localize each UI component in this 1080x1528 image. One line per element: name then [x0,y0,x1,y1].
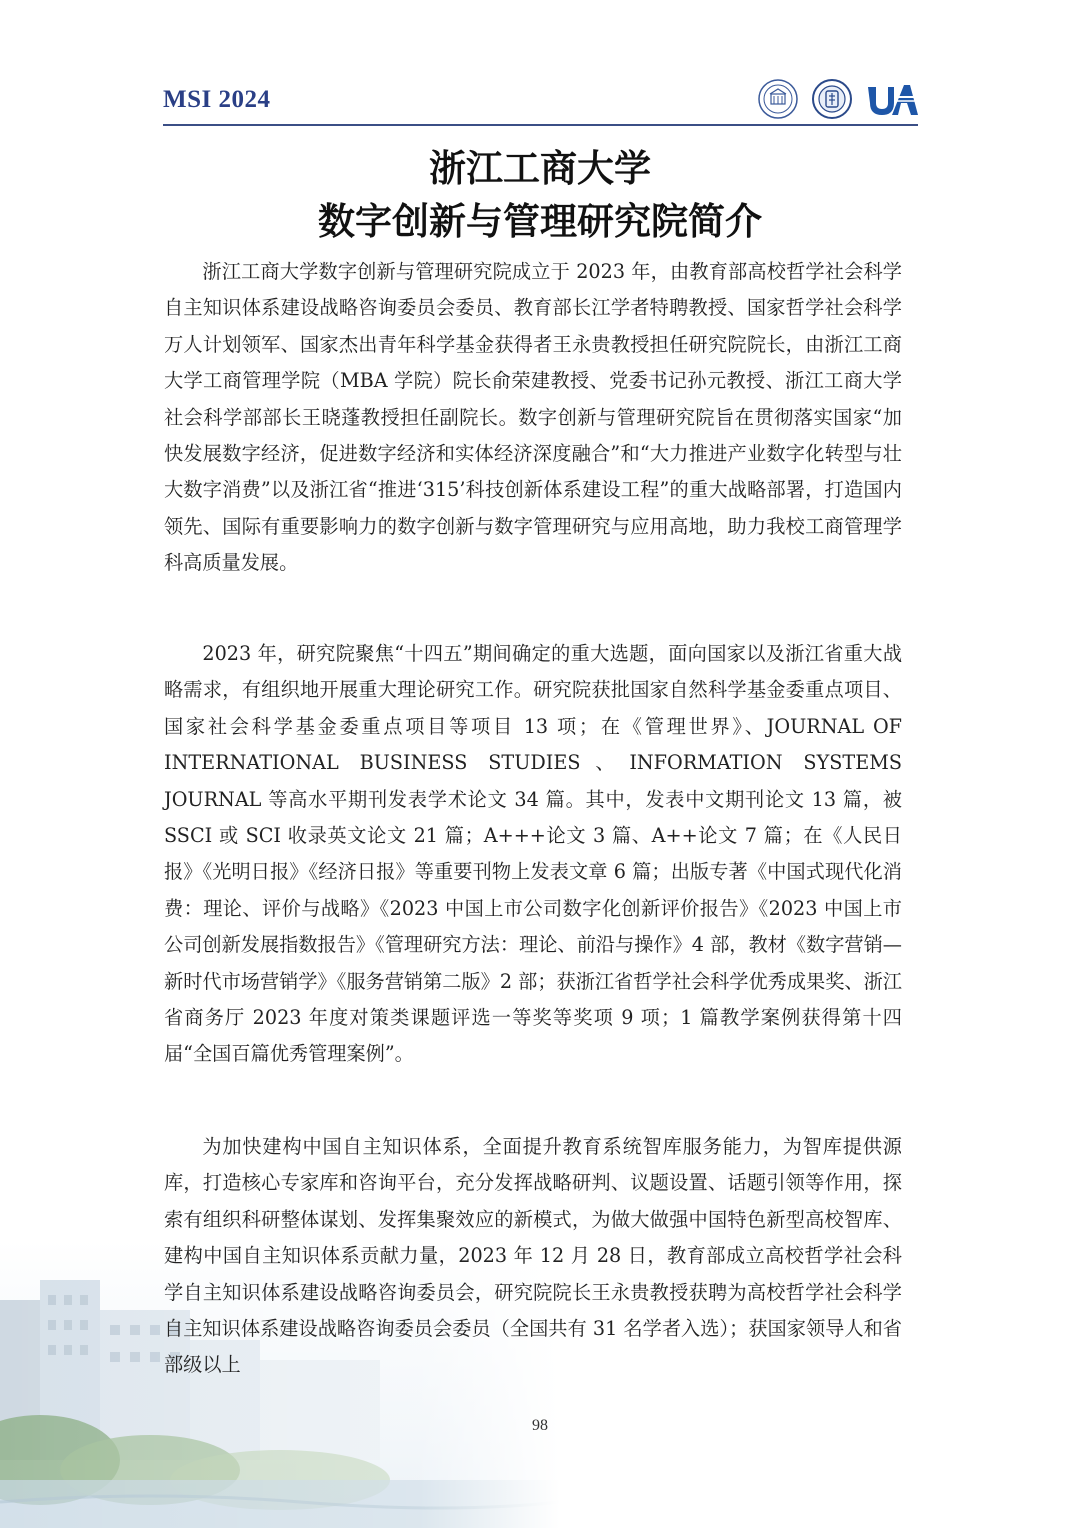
body-paragraph: 为加快建构中国自主知识体系，全面提升教育系统智库服务能力，为智库提供源库，打造核心专家库和咨询平台，充分发挥战略研判、议题设置、话题引领等作用，探索有组织科研整体谋划、发挥集聚效应的新模式，为做大做强中国特色新型高校智库、建构中国自主知识体系贡献力量，2023 年 12 月 28 日，教育部成立高校哲学社会科学自主知识体系建设战略咨询委员会，研究院院长王永贵教授获聘为高校哲学社会科学自主知识体系建设战略咨询委员会委员（全国共有 31 名学者入选）；获国家领导人和省部级以上 [164,1135,902,1377]
school-emblem-logo [812,79,852,119]
ua-logo [866,81,918,117]
page-header [163,78,918,126]
document-title-line-2: 数字创新与管理研究院简介 [318,199,762,243]
header-logos [758,78,918,120]
university-seal-logo [758,79,798,119]
page-number: 98 [532,1417,548,1434]
document-title-line-1: 浙江工商大学 [429,146,651,190]
header-title: MSI 2024 [163,86,271,113]
body-paragraph: 2023 年，研究院聚焦“十四五”期间确定的重大选题，面向国家以及浙江省重大战略需求，有组织地开展重大理论研究工作。研究院获批国家自然科学基金委重点项目、国家社会科学基金委重点项目等项目 13 项；在《管理世界》、JOURNAL OF INTERNATIONAL BUSINESS STUDIES、INFORMATION SYSTEMS JOURNAL 等高水平期刊发表学术论文 34 篇。其中，发表中文期刊论文 13 篇，被 SSCI 或 SCI 收录英文论文 21 篇；A+++论文 3 篇、A++论文 7 篇；在《人民日报》《光明日报》《经济日报》等重要刊物上发表文章 6 篇；出版专著《中国式现代化消费：理论、评价与战略》《2023 中国上市公司数字化创新评价报告》《2023 中国上市公司创新发展指数报告》《管理研究方法：理论、前沿与操作》4 部，教材《数字营销—新时代市场营销学》《服务营销第二版》2 部；获浙江省哲学社会科学优秀成果奖、浙江省商务厅 2023 年度对策类课题评选一等奖等奖项 9 项；1 篇教学案例获得第十四届“全国百篇优秀管理案例”。 [164,642,902,1066]
body-paragraph: 浙江工商大学数字创新与管理研究院成立于 2023 年，由教育部高校哲学社会科学自主知识体系建设战略咨询委员会委员、教育部长江学者特聘教授、国家哲学社会科学万人计划领军、国家杰出青年科学基金获得者王永贵教授担任研究院院长，由浙江工商大学工商管理学院（MBA 学院）院长俞荣建教授、党委书记孙元教授、浙江工商大学社会科学部部长王晓蓬教授担任副院长。数字创新与管理研究院旨在贯彻落实国家“加快发展数字经济，促进数字经济和实体经济深度融合”和“大力推进产业数字化转型与壮大数字消费”以及浙江省“推进‘315’科技创新体系建设工程”的重大战略部署，打造国内领先、国际有重要影响力的数字创新与数字管理研究与应用高地，助力我校工商管理学科高质量发展。 [164,260,902,575]
